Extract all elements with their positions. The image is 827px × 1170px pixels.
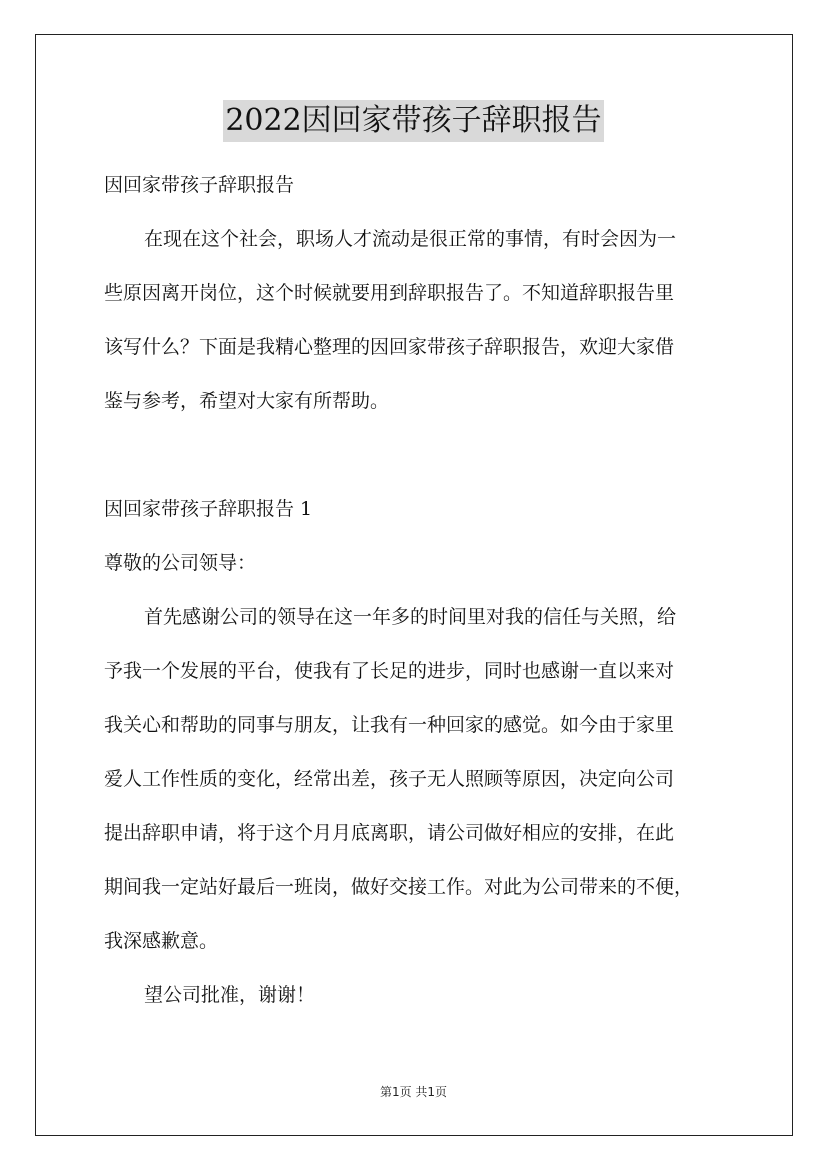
page-border — [35, 34, 793, 1136]
body-line: 予我一个发展的平台，使我有了长足的进步，同时也感谢一直以来对 — [104, 660, 675, 682]
closing-line: 望公司批准，谢谢！ — [144, 984, 316, 1006]
page-number: 第1页 共1页 — [379, 1085, 448, 1099]
intro-line: 鉴与参考，希望对大家有所帮助。 — [104, 390, 390, 412]
document-title: 2022因回家带孩子辞职报告 — [223, 100, 603, 142]
body-line: 期间我一定站好最后一班岗，做好交接工作。对此为公司带来的不便， — [104, 876, 694, 898]
document-title-block — [0, 100, 827, 142]
intro-line: 该写什么？下面是我精心整理的因回家带孩子辞职报告，欢迎大家借 — [104, 336, 675, 358]
body-line: 首先感谢公司的领导在这一年多的时间里对我的信任与关照，给 — [144, 606, 677, 628]
body-line: 我深感歉意。 — [104, 930, 219, 952]
document-subtitle: 因回家带孩子辞职报告 — [104, 174, 295, 196]
intro-line: 些原因离开岗位，这个时候就要用到辞职报告了。不知道辞职报告里 — [104, 282, 675, 304]
body-line: 爱人工作性质的变化，经常出差，孩子无人照顾等原因，决定向公司 — [104, 768, 675, 790]
body-line: 我关心和帮助的同事与朋友，让我有一种回家的感觉。如今由于家里 — [104, 714, 675, 736]
page-footer — [0, 1083, 827, 1100]
body-line: 提出辞职申请，将于这个月月底离职，请公司做好相应的安排，在此 — [104, 822, 675, 844]
salutation: 尊敬的公司领导： — [104, 552, 257, 574]
section-heading: 因回家带孩子辞职报告 1 — [104, 498, 313, 520]
intro-line: 在现在这个社会，职场人才流动是很正常的事情，有时会因为一 — [144, 228, 677, 250]
